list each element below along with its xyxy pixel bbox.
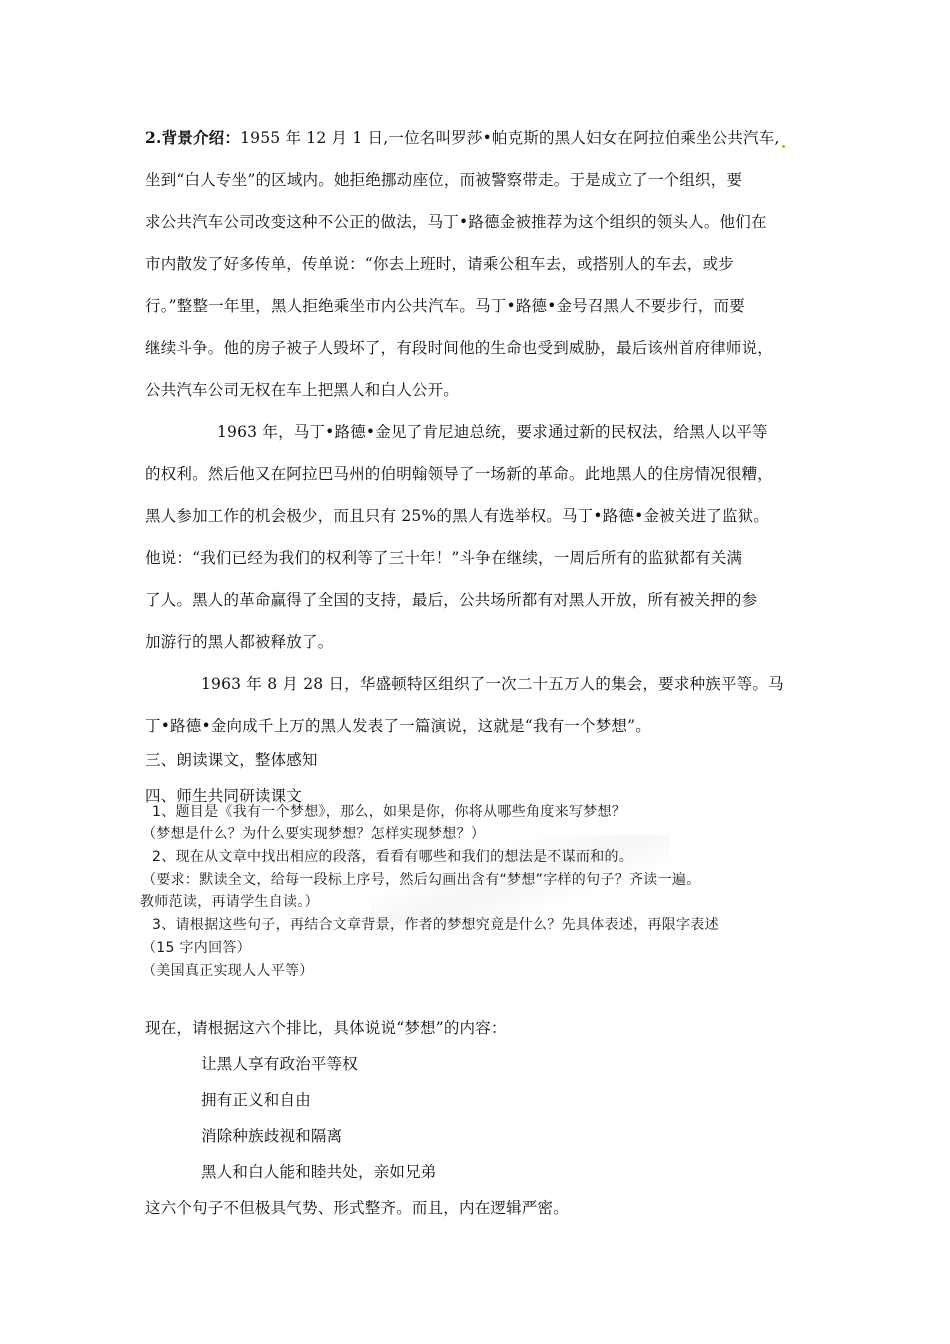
question3-answer-line: （美国真正实现人人平等） (142, 963, 314, 979)
para1-line1 (145, 128, 785, 148)
closing-summary: 这六个句子不但极具气势、形式整齐。而且，内在逻辑严密。 (145, 1199, 569, 1217)
para2-line6: 加游行的黑人都被释放了。 (145, 633, 334, 651)
question2-req-line: （要求：默读全文，给每一段标上序号，然后勾画出含有“梦想”字样的句子？齐读一遍。 (142, 872, 701, 888)
para1-line4: 市内散发了好多传单，传单说：“你去上班时，请乘公租车去，或搭别人的车去，或步 (145, 255, 735, 273)
para1-line5: 行。”整整一年里，黑人拒绝乘坐市内公共汽车。马丁•路德•金号召黑人不要步行，而要 (145, 297, 745, 315)
question3-limit-line: （15 字内回答） (142, 940, 251, 956)
para1-line7: 公共汽车公司无权在车上把黑人和白人公开。 (145, 381, 460, 399)
question2-line: 2、现在从文章中找出相应的段落，看看有哪些和我们的想法是不谋而和的。 (152, 849, 634, 865)
para1-line2: 坐到“白人专坐”的区域内。她拒绝挪动座位，而被警察带走。于是成立了一个组织，要 (145, 171, 743, 189)
dream-item: 拥有正义和自由 (201, 1091, 311, 1109)
dream-item: 黑人和白人能和睦共处，亲如兄弟 (201, 1163, 437, 1181)
section3-heading: 三、朗读课文，整体感知 (145, 751, 318, 769)
para2-line2: 的权利。然后他又在阿拉巴马州的伯明翰领导了一场新的革命。此地黑人的住房情况很糟， (145, 465, 774, 483)
dream-item: 让黑人享有政治平等权 (201, 1055, 359, 1073)
para2-line5: 了人。黑人的革命赢得了全国的支持，最后，公共场所都有对黑人开放，所有被关押的参 (145, 591, 758, 609)
closing-intro: 现在，请根据这六个排比，具体说说“梦想”的内容： (145, 1019, 507, 1037)
para2-line4: 他说：“我们已经为我们的权利等了三十年！”斗争在继续，一周后所有的监狱都有关满 (145, 549, 743, 567)
section2-heading: 2.背景介绍： (145, 128, 241, 147)
para3-line1: 1963 年 8 月 28 日，华盛顿特区组织了一次二十五万人的集会，要求种族平等。马 (201, 675, 784, 693)
para1-line3: 求公共汽车公司改变这种不公正的做法，马丁•路德金被推荐为这个组织的领头人。他们在 (145, 213, 767, 231)
orange-dot-mark (782, 145, 785, 148)
dream-item: 消除种族歧视和隔离 (201, 1127, 343, 1145)
section4-heading: 四、师生共同研读课文 (145, 787, 303, 805)
para3-line2: 丁•路德•金向成千上万的黑人发表了一篇演说，这就是“我有一个梦想”。 (145, 717, 651, 735)
para2-line1: 1963 年，马丁•路德•金见了肯尼迪总统，要求通过新的民权法，给黑人以平等 (217, 423, 768, 441)
question3-line: 3、请根据这些句子，再结合文章背景，作者的梦想究竟是什么？先具体表述，再限字表述 (152, 917, 719, 933)
para1-line6: 继续斗争。他的房子被子人毁坏了，有段时间他的生命也受到威胁，最后该州首府律师说， (145, 339, 774, 357)
question1-line: 1、题目是《我有一个梦想》，那么，如果是你，你将从哪些角度来写梦想？ (152, 804, 627, 820)
question2-teacher-line: 教师范读，再请学生自读。） (140, 894, 319, 910)
embedded-question-image (140, 795, 780, 985)
question1-sub-line: （梦想是什么？为什么要实现梦想？怎样实现梦想？） (142, 826, 486, 842)
para2-line3: 黑人参加工作的机会极少，而且只有 25%的黑人有选举权。马丁•路德•金被关进了监狱。 (145, 507, 770, 525)
para1-line1-text: 1955 年 12 月 1 日,一位名叫罗莎•帕克斯的黑人妇女在阿拉伯乘坐公共汽车, (240, 129, 780, 147)
